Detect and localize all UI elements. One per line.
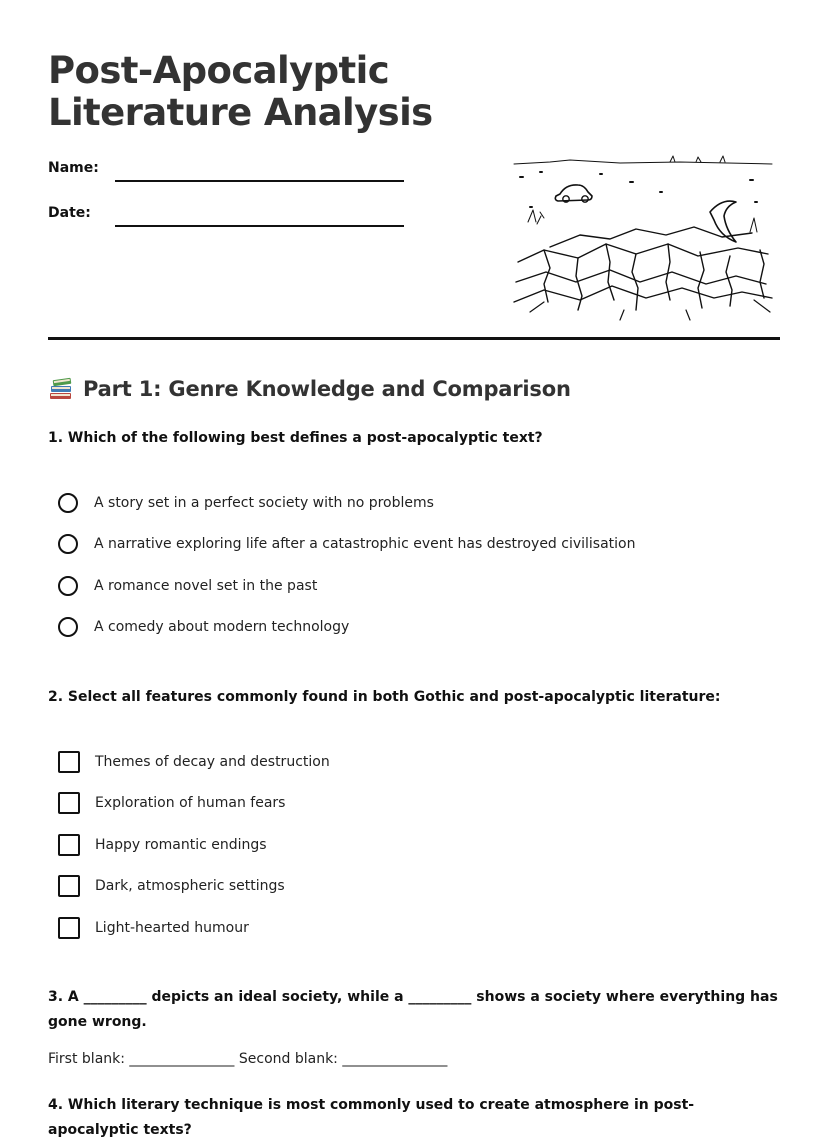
- q3-answer-blanks[interactable]: First blank: _______________ Second blank: _______________: [48, 1051, 448, 1067]
- worksheet-page: [48, 0, 780, 1138]
- date-field[interactable]: [115, 225, 404, 227]
- question-3: 3. A _________ depicts an ideal society, while a _________ shows a society where everything has gone wrong.: [48, 989, 778, 1030]
- checkbox[interactable]: [58, 751, 80, 773]
- radio-button[interactable]: [58, 493, 78, 513]
- section-divider: [48, 337, 780, 340]
- name-label: Name:: [48, 160, 99, 176]
- part-1-heading: [48, 374, 571, 404]
- option-label: Exploration of human fears: [95, 795, 286, 811]
- worksheet-title: [48, 50, 488, 134]
- question-2: 2. Select all features commonly found in both Gothic and post-apocalyptic literature:: [48, 689, 721, 705]
- option-label: A romance novel set in the past: [94, 578, 318, 594]
- cracked-wasteland-illustration: [510, 152, 778, 322]
- radio-button[interactable]: [58, 534, 78, 554]
- radio-button[interactable]: [58, 617, 78, 637]
- checkbox[interactable]: [58, 792, 80, 814]
- date-label: Date:: [48, 205, 91, 221]
- option-label: Happy romantic endings: [95, 837, 267, 853]
- checkbox[interactable]: [58, 917, 80, 939]
- q2-option-5[interactable]: [58, 915, 249, 941]
- q2-option-1[interactable]: [58, 749, 330, 775]
- question-4: 4. Which literary technique is most commonly used to create atmosphere in post-apocalyptic texts?: [48, 1097, 695, 1138]
- part-1-title: Part 1: Genre Knowledge and Comparison: [83, 377, 571, 401]
- q1-option-1[interactable]: [58, 490, 434, 516]
- option-label: Dark, atmospheric settings: [95, 878, 285, 894]
- option-label: Themes of decay and destruction: [95, 754, 330, 770]
- title-line-1: Post-Apocalyptic: [48, 49, 390, 92]
- q2-option-3[interactable]: [58, 832, 267, 858]
- q1-option-2[interactable]: [58, 531, 636, 557]
- books-icon: [48, 376, 74, 402]
- option-label: Light-hearted humour: [95, 920, 249, 936]
- q1-option-4[interactable]: [58, 614, 349, 640]
- title-line-2: Literature Analysis: [48, 91, 433, 134]
- checkbox[interactable]: [58, 834, 80, 856]
- radio-button[interactable]: [58, 576, 78, 596]
- question-1: 1. Which of the following best defines a post-apocalyptic text?: [48, 430, 543, 446]
- q1-option-3[interactable]: [58, 573, 317, 599]
- q2-option-2[interactable]: [58, 790, 285, 816]
- option-label: A narrative exploring life after a catastrophic event has destroyed civilisation: [94, 536, 636, 552]
- checkbox[interactable]: [58, 875, 80, 897]
- name-field[interactable]: [115, 180, 404, 182]
- q2-option-4[interactable]: [58, 873, 285, 899]
- option-label: A story set in a perfect society with no problems: [94, 495, 434, 511]
- option-label: A comedy about modern technology: [94, 619, 350, 635]
